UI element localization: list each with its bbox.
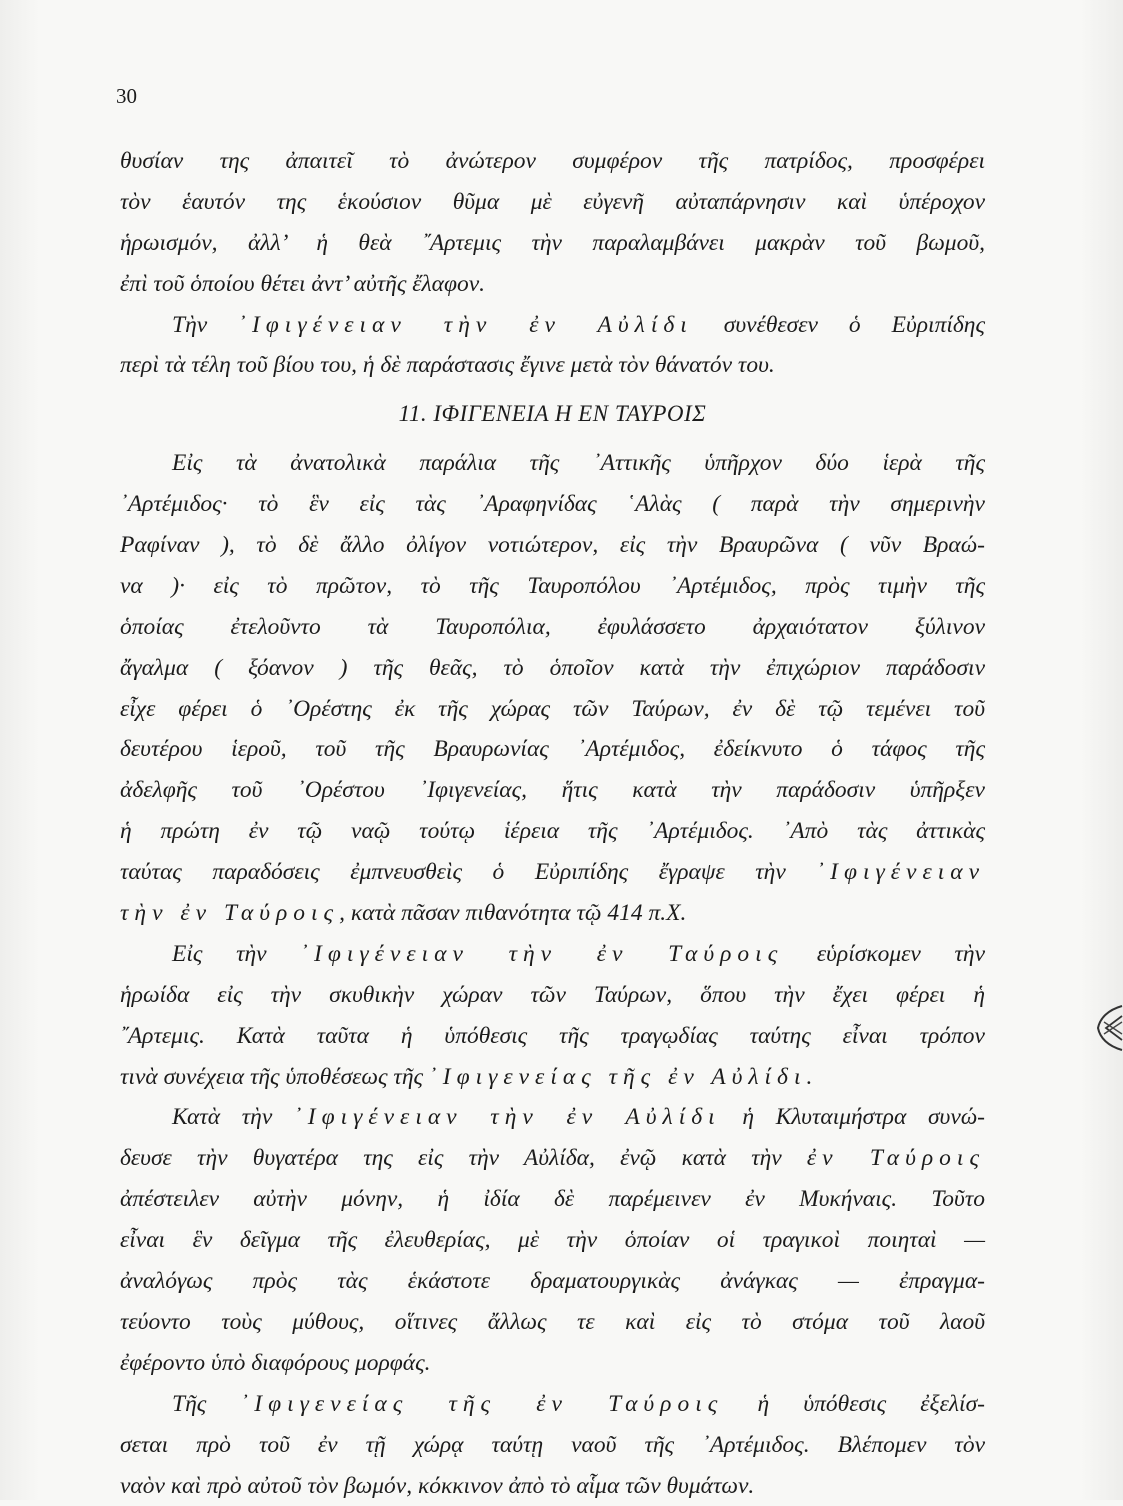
line-text: ἡ ὑπόθεσις ἐξελίσ- bbox=[723, 1391, 985, 1417]
line-text: ἡρωίδα εἰς τὴν σκυθικὴν χώραν τῶν Ταύρων, ὅπου τὴν ἔχει φέρει ἡ bbox=[120, 982, 985, 1008]
text-line bbox=[120, 975, 985, 1016]
line-text: να )· εἰς τὸ πρῶτον, τὸ τῆς Ταυροπόλου ᾿Αρτέμιδος, πρὸς τιμὴν τῆς bbox=[120, 573, 985, 599]
text-line bbox=[120, 525, 985, 566]
paragraph bbox=[120, 305, 985, 387]
line-text: ταύτας παραδόσεις ἐμπνευσθεὶς ὁ Εὐριπίδης ἔγραψε τὴν bbox=[120, 859, 816, 885]
text-line bbox=[120, 729, 985, 770]
text-line bbox=[120, 484, 985, 525]
text-line bbox=[120, 934, 985, 975]
line-text: ἐφέροντο ὑπὸ διαφόρους μορφάς. bbox=[120, 1350, 431, 1376]
margin-ornament-icon bbox=[1094, 1000, 1123, 1056]
line-text: εὑρίσκομεν τὴν bbox=[783, 941, 985, 967]
title-text: ἐν Ταύροις bbox=[807, 1145, 985, 1171]
text-line bbox=[120, 607, 985, 648]
title-text: ᾿Ιφιγένειαν τὴν ἐν Αὐλίδι bbox=[238, 312, 693, 338]
text-line bbox=[120, 893, 985, 934]
line-text: ἐπὶ τοῦ ὁποίου θέτει ἀντ’ αὐτῆς ἔλαφον. bbox=[120, 271, 485, 297]
line-text: εἶναι ἓν δεῖγμα τῆς ἐλευθερίας, μὲ τὴν ὁποίαν οἱ τραγικοὶ ποιηταὶ — bbox=[120, 1227, 985, 1253]
text-line bbox=[120, 1261, 985, 1302]
line-text: ἀναλόγως πρὸς τὰς ἑκάστοτε δραματουργικὰς ἀνάγκας — ἐπραγμα- bbox=[120, 1268, 985, 1294]
paragraph bbox=[120, 443, 985, 934]
line-text: Τὴν bbox=[172, 312, 238, 338]
title-text: ᾿Ιφιγενείας τῆς ἐν Ταύροις bbox=[240, 1391, 723, 1417]
line-text: Εἰς τὴν bbox=[172, 941, 300, 967]
title-text: ᾿Ιφιγενείας τῆς ἐν Αὐλίδι. bbox=[429, 1064, 818, 1090]
text-line bbox=[120, 443, 985, 484]
text-line bbox=[120, 566, 985, 607]
text-line bbox=[120, 1343, 985, 1384]
section-heading: 11. ΙΦΙΓΕΝΕΙΑ Η ΕΝ ΤΑΥΡΟΙΣ bbox=[120, 386, 985, 443]
text-line bbox=[120, 345, 985, 386]
line-text: ἡ πρώτη ἐν τῷ ναῷ τούτῳ ἱέρεια τῆς ᾿Αρτέμιδος. ᾿Απὸ τὰς ἀττικὰς bbox=[120, 818, 985, 844]
text-line bbox=[120, 1425, 985, 1466]
text-block bbox=[120, 141, 985, 1506]
section-paragraphs bbox=[120, 443, 985, 1506]
line-text: ἡρωισμόν, ἀλλ’ ἡ θεὰ ῎Αρτεμις τὴν παραλαμβάνει μακρὰν τοῦ βωμοῦ, bbox=[120, 230, 985, 256]
page-number: 30 bbox=[116, 84, 137, 109]
text-line bbox=[120, 1384, 985, 1425]
title-text: ᾿Ιφιγένειαν τὴν ἐν Ταύροις bbox=[300, 941, 783, 967]
paragraph bbox=[120, 141, 985, 305]
paragraph bbox=[120, 1097, 985, 1383]
text-line bbox=[120, 811, 985, 852]
text-line bbox=[120, 648, 985, 689]
line-text: δευτέρου ἱεροῦ, τοῦ τῆς Βραυρωνίας ᾿Αρτέμιδος, ἐδείκνυτο ὁ τάφος τῆς bbox=[120, 736, 985, 762]
line-text: τὸν ἑαυτόν της ἑκούσιον θῦμα μὲ εὐγενῆ αὐταπάρνησιν καὶ ὑπέροχον bbox=[120, 189, 985, 215]
line-text: ἀδελφῆς τοῦ ᾿Ορέστου ᾿Ιφιγενείας, ἥτις κατὰ τὴν παράδοσιν ὑπῆρξεν bbox=[120, 777, 985, 803]
line-text: Κατὰ τὴν bbox=[172, 1104, 294, 1130]
title-text: ᾿Ιφιγένειαν bbox=[816, 859, 985, 885]
text-line bbox=[120, 1220, 985, 1261]
intro-paragraphs bbox=[120, 141, 985, 386]
text-line bbox=[120, 1302, 985, 1343]
line-text: ἀπέστειλεν αὐτὴν μόνην, ἡ ἰδία δὲ παρέμεινεν ἐν Μυκήναις. Τοῦτο bbox=[120, 1186, 985, 1212]
text-line bbox=[120, 1138, 985, 1179]
text-line bbox=[120, 182, 985, 223]
line-text: ῎Αρτεμις. Κατὰ ταῦτα ἡ ὑπόθεσις τῆς τραγῳδίας ταύτης εἶναι τρόπον bbox=[120, 1023, 985, 1049]
text-line bbox=[120, 1097, 985, 1138]
paragraph bbox=[120, 1384, 985, 1506]
text-line bbox=[120, 1016, 985, 1057]
text-line bbox=[120, 1057, 985, 1098]
text-line bbox=[120, 770, 985, 811]
line-text: τεύοντο τοὺς μύθους, οἵτινες ἄλλως τε καὶ εἰς τὸ στόμα τοῦ λαοῦ bbox=[120, 1309, 985, 1335]
line-text: , κατὰ πᾶσαν πιθανότητα τῷ 414 π.Χ. bbox=[339, 900, 686, 926]
paragraph bbox=[120, 934, 985, 1098]
line-text: εἶχε φέρει ὁ ᾿Ορέστης ἐκ τῆς χώρας τῶν Ταύρων, ἐν δὲ τῷ τεμένει τοῦ bbox=[120, 696, 985, 722]
text-line bbox=[120, 223, 985, 264]
text-line bbox=[120, 852, 985, 893]
line-text: ὁποίας ἐτελοῦντο τὰ Ταυροπόλια, ἐφυλάσσετο ἀρχαιότατον ξύλινον bbox=[120, 614, 985, 640]
line-text: Εἰς τὰ ἀνατολικὰ παράλια τῆς ᾿Αττικῆς ὑπῆρχον δύο ἱερὰ τῆς bbox=[172, 450, 985, 476]
line-text: ἡ Κλυταιμήστρα συνώ- bbox=[721, 1104, 985, 1130]
text-line bbox=[120, 305, 985, 346]
text-line bbox=[120, 141, 985, 182]
line-text: περὶ τὰ τέλη τοῦ βίου του, ἡ δὲ παράστασις ἔγινε μετὰ τὸν θάνατόν του. bbox=[120, 352, 775, 378]
text-line bbox=[120, 689, 985, 730]
text-line bbox=[120, 264, 985, 305]
line-text: ἄγαλμα ( ξόανον ) τῆς θεᾶς, τὸ ὁποῖον κατὰ τὴν ἐπιχώριον παράδοσιν bbox=[120, 655, 985, 681]
line-text: δευσε τὴν θυγατέρα της εἰς τὴν Αὐλίδα, ἐνῷ κατὰ τὴν bbox=[120, 1145, 807, 1171]
line-text: θυσίαν της ἀπαιτεῖ τὸ ἀνώτερον συμφέρον τῆς πατρίδος, προσφέρει bbox=[120, 148, 985, 174]
line-text: Τῆς bbox=[172, 1391, 240, 1417]
text-line bbox=[120, 1179, 985, 1220]
line-text: Ραφίναν ), τὸ δὲ ἄλλο ὀλίγον νοτιώτερον, εἰς τὴν Βραυρῶνα ( νῦν Βραώ- bbox=[120, 532, 985, 558]
title-text: ᾿Ιφιγένειαν τὴν ἐν Αὐλίδι bbox=[294, 1104, 721, 1130]
line-text: ναὸν καὶ πρὸ αὐτοῦ τὸν βωμόν, κόκκινον ἀπὸ τὸ αἷμα τῶν θυμάτων. bbox=[120, 1473, 754, 1499]
title-text: τὴν ἐν Ταύροις bbox=[120, 900, 339, 926]
line-text: ᾿Αρτέμιδος· τὸ ἓν εἰς τὰς ᾿Αραφηνίδας ῾Αλὰς ( παρὰ τὴν σημερινὴν bbox=[120, 491, 985, 517]
line-text: σεται πρὸ τοῦ ἐν τῇ χώρᾳ ταύτῃ ναοῦ τῆς ᾿Αρτέμιδος. Βλέπομεν τὸν bbox=[120, 1432, 985, 1458]
line-text: τινὰ συνέχεια τῆς ὑποθέσεως τῆς bbox=[120, 1064, 429, 1090]
line-text: συνέθεσεν ὁ Εὐριπίδης bbox=[693, 312, 985, 338]
